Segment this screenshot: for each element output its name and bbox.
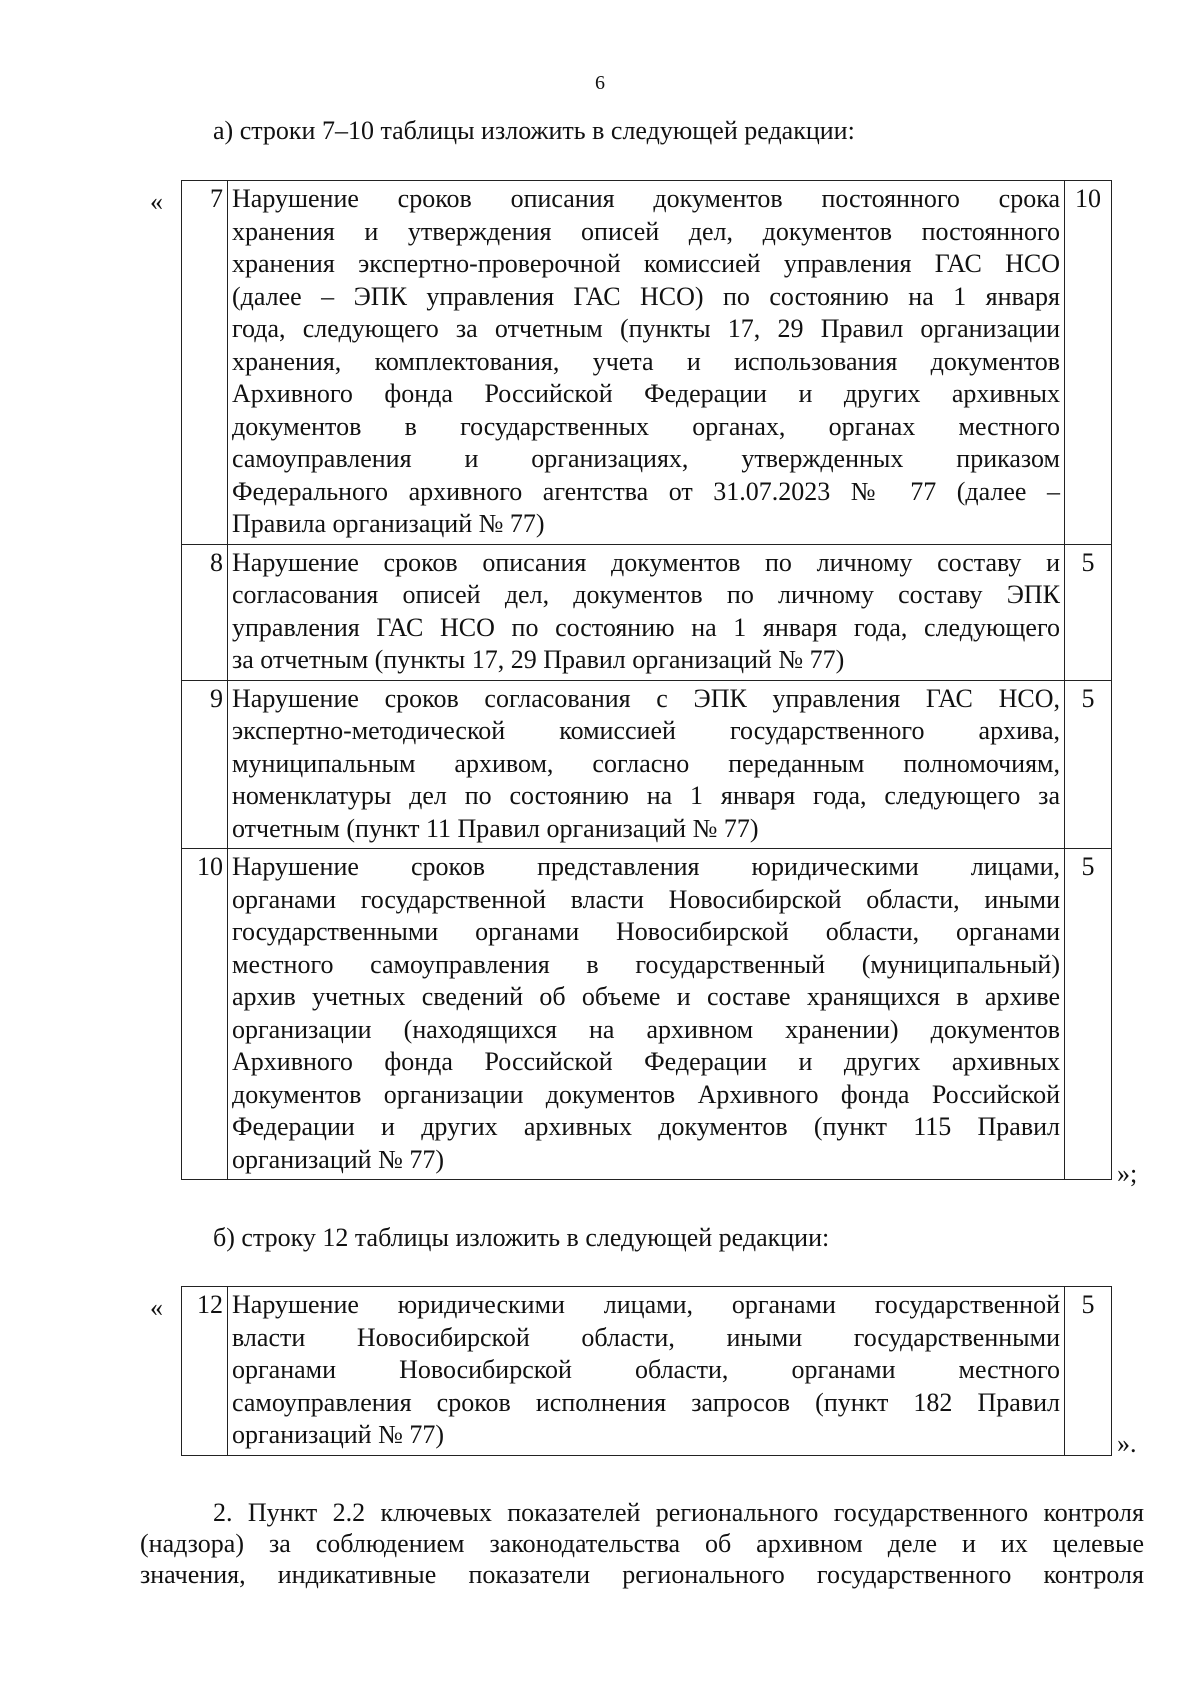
paragraph-2	[140, 1497, 1144, 1590]
description-line: архив учетных сведений об объеме и составе хранящихся в архиве	[232, 982, 1060, 1011]
description-line: Правила организаций № 77)	[232, 509, 545, 538]
row-description	[228, 680, 1065, 849]
description-line: Нарушение сроков описания документов по личному составу и	[232, 547, 1060, 577]
description-line: Нарушение сроков согласования с ЭПК управления ГАС НСО,	[232, 683, 1060, 713]
description-line: Архивного фонда Российской Федерации и других архивных	[232, 1047, 1060, 1076]
row-number: 8	[182, 544, 228, 680]
description-line: муниципальным архивом, согласно переданным полномочиям,	[232, 748, 1060, 778]
description-line: отчетным (пункт 11 Правил организаций № 77)	[232, 813, 759, 843]
description-line: за отчетным (пункты 17, 29 Правил организаций № 77)	[232, 645, 845, 674]
row-description	[228, 849, 1065, 1180]
description-line: экспертно-методической комиссией государственного архива,	[232, 716, 1060, 745]
description-line: Нарушение сроков представления юридическими лицами,	[232, 852, 1060, 881]
description-line: организаций № 77)	[232, 1144, 445, 1174]
opening-quote-a: «	[150, 187, 163, 216]
description-line: Федерации и других архивных документов (пункт 115 Правил	[232, 1112, 1060, 1141]
row-points: 5	[1065, 1287, 1112, 1456]
description-line: власти Новосибирской области, иными государственными	[232, 1322, 1060, 1352]
row-points: 5	[1065, 680, 1112, 849]
row-points: 5	[1065, 544, 1112, 680]
opening-quote-b: «	[150, 1293, 163, 1322]
description-line: организации (находящихся на архивном хранении) документов	[232, 1014, 1060, 1044]
closing-quote-b: ».	[1117, 1429, 1137, 1458]
intro-paragraph-a: а) строки 7–10 таблицы изложить в следующей редакции:	[213, 116, 855, 145]
amendment-table-rows-7-10	[181, 180, 1112, 1180]
description-line: года, следующего за отчетным (пункты 17, 29 Правил организации	[232, 314, 1060, 343]
description-line: управления ГАС НСО по состоянию на 1 января года, следующего	[232, 612, 1060, 642]
description-line: документов организации документов Архивного фонда Российской	[232, 1079, 1060, 1109]
description-line: организаций № 77)	[232, 1420, 445, 1449]
description-line: Нарушение юридическими лицами, органами государственной	[232, 1290, 1060, 1319]
row-points: 5	[1065, 849, 1112, 1180]
table-row	[182, 544, 1112, 680]
table-row	[182, 1287, 1112, 1456]
description-line: хранения и утверждения описей дел, документов постоянного	[232, 216, 1060, 246]
description-line: документов в государственных органах, органах местного	[232, 411, 1060, 441]
description-line: государственными органами Новосибирской области, органами	[232, 917, 1060, 946]
row-number: 12	[182, 1287, 228, 1456]
table-row	[182, 181, 1112, 545]
amendment-table-row-12	[181, 1286, 1112, 1456]
description-line: органами Новосибирской области, органами местного	[232, 1355, 1060, 1384]
page-number: 6	[595, 72, 605, 94]
closing-quote-a: »;	[1117, 1159, 1138, 1188]
row-number: 9	[182, 680, 228, 849]
description-line: согласования описей дел, документов по личному составу ЭПК	[232, 580, 1060, 609]
description-line: (далее – ЭПК управления ГАС НСО) по состоянию на 1 января	[232, 281, 1060, 311]
description-line: Архивного фонда Российской Федерации и других архивных	[232, 379, 1060, 408]
description-line: номенклатуры дел по состоянию на 1 января года, следующего за	[232, 781, 1060, 810]
description-line: местного самоуправления в государственный (муниципальный)	[232, 949, 1060, 979]
row-description	[228, 544, 1065, 680]
row-description	[228, 181, 1065, 545]
paragraph-line: значения, индикативные показатели регионального государственного контроля	[140, 1560, 1144, 1589]
description-line: Нарушение сроков описания документов постоянного срока	[232, 184, 1060, 213]
row-number: 10	[182, 849, 228, 1180]
description-line: самоуправления сроков исполнения запросов (пункт 182 Правил	[232, 1387, 1060, 1417]
row-points: 10	[1065, 181, 1112, 545]
table-row	[182, 680, 1112, 849]
paragraph-line: 2. Пункт 2.2 ключевых показателей регионального государственного контроля	[213, 1498, 1144, 1527]
description-line: хранения экспертно-проверочной комиссией управления ГАС НСО	[232, 249, 1060, 278]
row-number: 7	[182, 181, 228, 545]
intro-paragraph-b: б) строку 12 таблицы изложить в следующей редакции:	[213, 1223, 830, 1252]
description-line: Федерального архивного агентства от 31.07.2023 № 77 (далее –	[232, 476, 1060, 506]
description-line: органами государственной власти Новосибирской области, иными	[232, 884, 1060, 914]
paragraph-line: (надзора) за соблюдением законодательства об архивном деле и их целевые	[140, 1529, 1144, 1558]
table-row	[182, 849, 1112, 1180]
description-line: самоуправления и организациях, утвержденных приказом	[232, 444, 1060, 473]
description-line: хранения, комплектования, учета и использования документов	[232, 346, 1060, 376]
row-description	[228, 1287, 1065, 1456]
